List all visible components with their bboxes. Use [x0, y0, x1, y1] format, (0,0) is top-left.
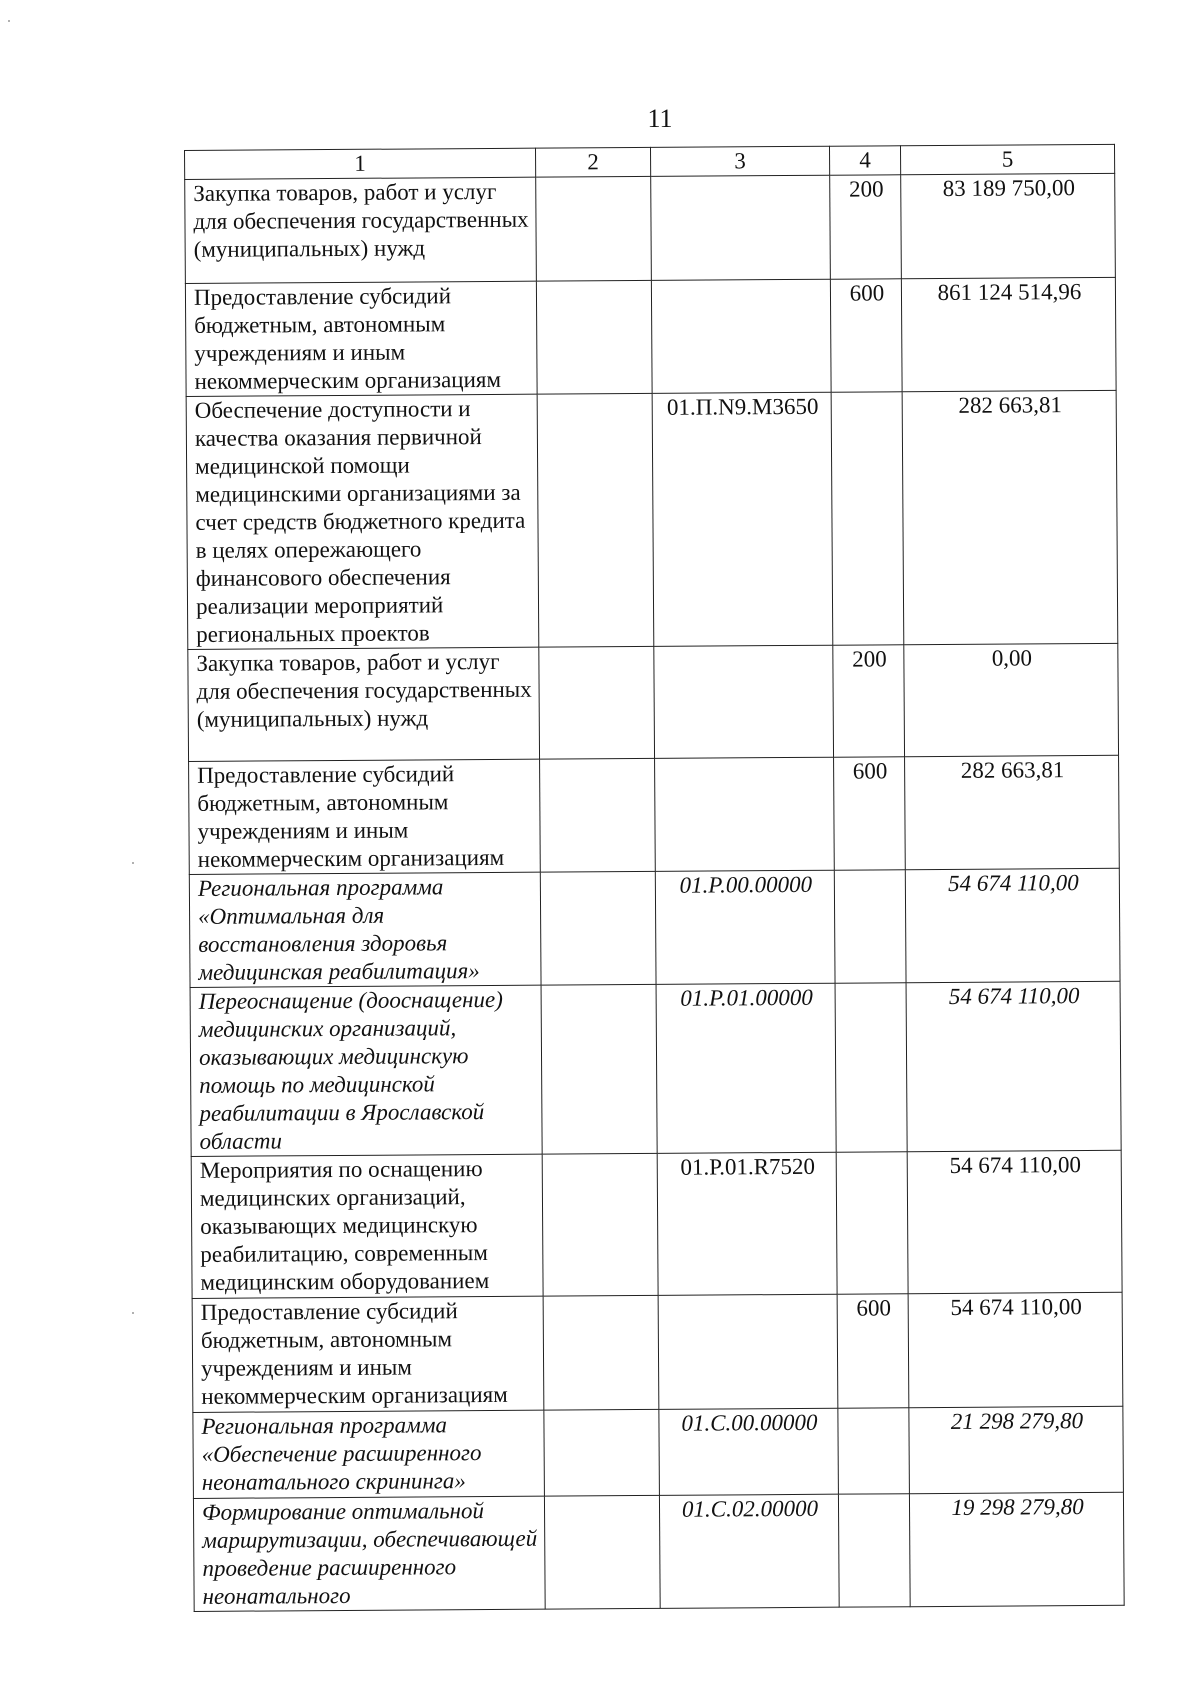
column-number: 4 [829, 146, 900, 175]
table-row [191, 1150, 1122, 1298]
table-row [192, 1292, 1123, 1412]
expense-name: Закупка товаров, работ и услуг для обеспечения государственных (муниципальных) нужд [185, 177, 537, 283]
budget-table [184, 144, 1125, 1612]
target-item-code: 01.С.02.00000 [659, 1494, 839, 1608]
expense-type-code: 200 [830, 175, 902, 279]
target-item-code [658, 1294, 838, 1409]
target-item-code: 01.С.00.00000 [659, 1408, 839, 1495]
amount: 0,00 [904, 643, 1119, 756]
column-number: 5 [900, 144, 1114, 174]
column-2-value [536, 176, 652, 281]
table-row [189, 868, 1120, 987]
table-row [190, 981, 1121, 1156]
amount: 54 674 110,00 [906, 981, 1121, 1151]
expense-type-code: 600 [830, 279, 902, 392]
target-item-code: 01.Р.01.00000 [656, 983, 836, 1153]
amount: 54 674 110,00 [907, 1150, 1122, 1293]
scan-speck [132, 862, 134, 864]
table-row [193, 1406, 1124, 1498]
table-row [193, 1492, 1124, 1611]
table-row [189, 755, 1120, 874]
column-2-value [537, 393, 654, 647]
column-number: 1 [185, 148, 536, 179]
expense-name: Предоставление субсидий бюджетным, автономным учреждениям и иным некоммерческим организациям [185, 281, 537, 396]
expense-type-code [831, 392, 904, 645]
amount: 54 674 110,00 [908, 1292, 1123, 1407]
expense-name: Предоставление субсидий бюджетным, автономным учреждениям и иным некоммерческим организациям [189, 759, 541, 874]
amount: 21 298 279,80 [909, 1406, 1124, 1493]
target-item-code: 01.Р.01.R7520 [657, 1152, 837, 1295]
amount: 19 298 279,80 [909, 1492, 1124, 1606]
expense-type-code: 600 [834, 757, 906, 870]
expense-name: Обеспечение доступности и качества оказания первичной медицинской помощи медицинскими организациями за счет средств бюджетного кредита в целях опережающего финансового обеспечения реализации мероприятий региональных проектов [186, 394, 539, 649]
expense-type-code: 600 [837, 1294, 909, 1408]
page-number: 11 [647, 104, 673, 133]
expense-type-code [838, 1408, 910, 1494]
amount: 54 674 110,00 [905, 868, 1120, 982]
table-row [185, 173, 1116, 283]
column-2-value [540, 758, 656, 872]
target-item-code [651, 175, 831, 280]
expense-name: Закупка товаров, работ и услуг для обеспечения государственных (муниципальных) нужд [188, 647, 540, 761]
target-item-code [651, 279, 831, 393]
table-row [188, 643, 1119, 761]
scan-speck [132, 1312, 134, 1314]
column-number: 3 [650, 146, 829, 176]
column-2-value [542, 1153, 658, 1296]
column-number: 2 [535, 147, 650, 177]
amount: 861 124 514,96 [901, 277, 1116, 391]
expense-type-code [838, 1494, 910, 1607]
amount: 282 663,81 [902, 390, 1118, 644]
target-item-code [655, 757, 835, 871]
expense-type-code: 200 [833, 645, 905, 757]
target-item-code [654, 645, 834, 758]
amount: 282 663,81 [905, 755, 1120, 869]
scan-speck [8, 20, 10, 22]
column-2-value [544, 1495, 660, 1609]
expense-type-code [835, 983, 907, 1152]
column-2-value [543, 1295, 659, 1410]
expense-name: Предоставление субсидий бюджетным, автономным учреждениям и иным некоммерческим организациям [192, 1296, 544, 1412]
expense-type-code [834, 870, 906, 983]
column-2-value [539, 646, 655, 759]
target-item-code: 01.Р.00.00000 [655, 870, 835, 984]
column-2-value [544, 1409, 660, 1496]
expense-name: Региональная программа «Обеспечение расширенного неонатального скрининга» [193, 1410, 545, 1498]
column-2-value [541, 984, 657, 1154]
expense-type-code [836, 1152, 908, 1294]
column-2-value [536, 280, 652, 394]
table-row [185, 277, 1116, 396]
target-item-code: 01.П.N9.М3650 [652, 392, 833, 646]
column-2-value [540, 871, 656, 985]
expense-name: Мероприятия по оснащению медицинских организаций, оказывающих медицинскую реабилитацию, современным медицинским оборудованием [191, 1154, 543, 1298]
expense-name: Формирование оптимальной маршрутизации, обеспечивающей проведение расширенного неонатального [193, 1496, 545, 1611]
amount: 83 189 750,00 [901, 173, 1116, 278]
expense-name: Переоснащение (дооснащение) медицинских организаций, оказывающих медицинскую помощь по медицинской реабилитации в Ярославской области [190, 985, 542, 1156]
expense-name: Региональная программа «Оптимальная для восстановления здоровья медицинская реабилитация» [189, 872, 541, 987]
table-row [186, 390, 1118, 649]
